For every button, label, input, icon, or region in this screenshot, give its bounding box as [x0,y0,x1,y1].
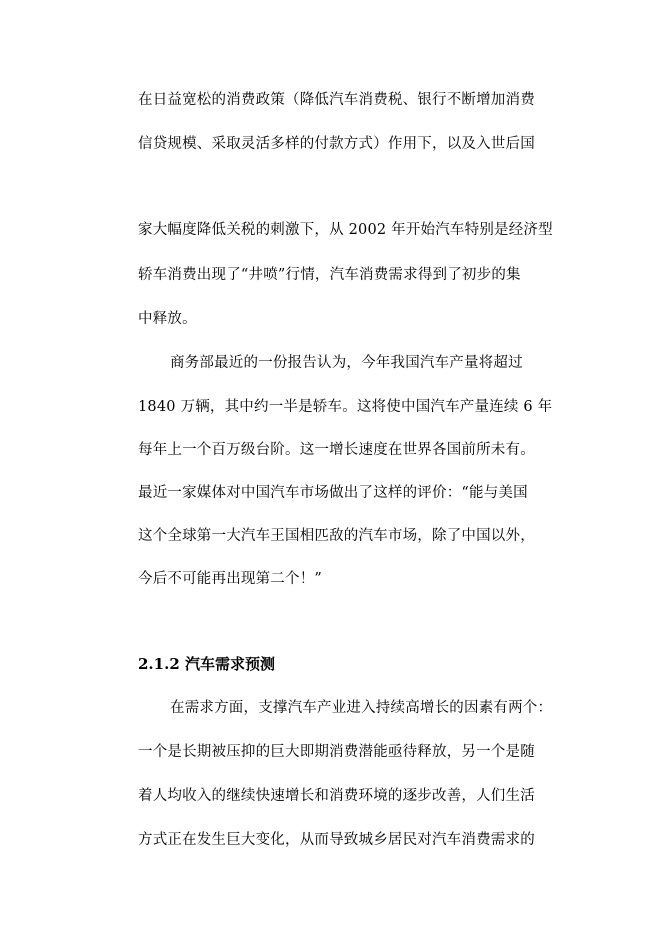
text-line: 今后不可能再出现第二个！” [138,571,323,587]
text-line: 每年上一个百万级台阶。这一增长速度在世界各国前所未有。 [138,442,535,458]
text-line: 中释放。 [138,311,197,327]
text-line: 信贷规模、采取灵活多样的付款方式）作用下，以及入世后国 [138,136,535,152]
text-line: 在日益宽松的消费政策（降低汽车消费税、银行不断增加消费 [138,92,535,108]
text-line: 家大幅度降低关税的刺激下，从 2002 年开始汽车特别是经济型 [138,222,553,238]
text-line: 商务部最近的一份报告认为，今年我国汽车产量将超过 [170,355,523,371]
section-heading: 2.1.2 汽车需求预测 [138,655,275,673]
text-line: 一个是长期被压抑的巨大即期消费潜能亟待释放，另一个是随 [138,744,535,760]
text-line: 最近一家媒体对中国汽车市场做出了这样的评价：“能与美国 [138,485,528,501]
text-line: 这个全球第一大汽车王国相匹敌的汽车市场，除了中国以外， [138,528,535,544]
text-line: 1840 万辆，其中约一半是轿车。这将使中国汽车产量连续 6 年 [138,399,553,415]
text-line: 方式正在发生巨大变化，从而导致城乡居民对汽车消费需求的 [138,832,535,848]
text-line: 在需求方面，支撑汽车产业进入持续高增长的因素有两个： [170,700,553,716]
text-line: 轿车消费出现了“井喷”行情，汽车消费需求得到了初步的集 [138,267,521,283]
text-line: 着人均收入的继续快速增长和消费环境的逐步改善，人们生活 [138,788,535,804]
